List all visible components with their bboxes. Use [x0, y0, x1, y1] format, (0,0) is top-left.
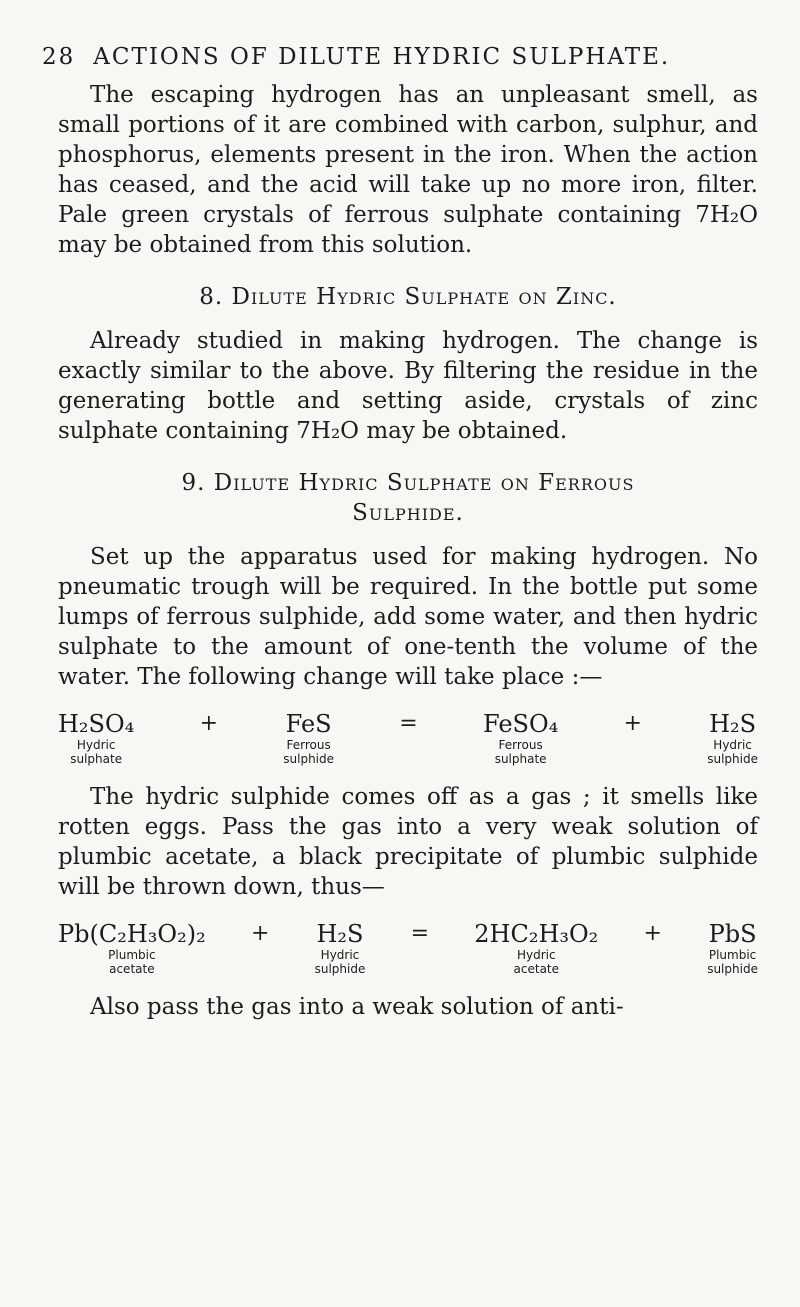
formula-name: acetate [109, 962, 155, 976]
formula-name: Ferrous [286, 738, 331, 752]
formula-name: sulphide [314, 962, 366, 976]
section-heading-9-line2: Sulphide. [352, 500, 464, 526]
formula-name: sulphide [707, 752, 758, 766]
equation-operator: + [623, 711, 642, 736]
formula: H₂S [316, 920, 364, 948]
formula-name: sulphide [707, 962, 758, 976]
equation-term [283, 710, 334, 766]
section-heading-9 [58, 468, 758, 528]
formula-name: Plumbic [108, 948, 156, 962]
running-title: ACTIONS OF DILUTE HYDRIC SULPHATE. [93, 44, 671, 70]
formula-name: Hydric [516, 948, 556, 962]
paragraph-zinc: Already studied in making hydrogen. The change is exactly similar to the above. By filtering the residue in the generating bottle and setting aside, crystals of zinc sulphate containing 7H₂O may be obtained. [58, 328, 758, 444]
formula-name: sulphate [70, 752, 123, 766]
formula-name: Plumbic [708, 948, 757, 962]
equation-term [58, 920, 206, 976]
page-number: 28 [42, 44, 76, 70]
formula-name: sulphate [494, 752, 547, 766]
paragraph-escaping-hydrogen: The escaping hydrogen has an unpleasant smell, as small portions of it are combined with carbon, sulphur, and phosphorus, elements present in the iron. When the action has ceased, and the acid will take up no more iron, filter. Pale green crystals of ferrous sulphate containing 7H₂O may be obtained from this solution. [58, 82, 758, 258]
formula: 2HC₂H₃O₂ [474, 920, 599, 948]
formula-name: Hydric [76, 738, 116, 752]
formula-name: Hydric [713, 738, 752, 752]
equation-term [483, 710, 558, 766]
equation-plumbic-acetate [58, 920, 758, 976]
equation-operator: = [410, 921, 430, 946]
section-heading-8-text: 8. Dilute Hydric Sulphate on Zinc. [199, 284, 617, 310]
formula-name: sulphide [283, 752, 335, 766]
formula: FeS [285, 710, 332, 738]
equation-operator: + [250, 921, 270, 946]
paragraph-hydric-sulphide: The hydric sulphide comes off as a gas ; it smells like rotten eggs. Pass the gas into a very weak solution of plumbic acetate, a black precipitate of plumbic sulphide will be thrown down, thus— [58, 784, 758, 900]
formula: FeSO₄ [482, 710, 559, 738]
equation-ferrous-sulphide [58, 710, 758, 766]
formula-name: Ferrous [498, 738, 543, 752]
equation-term [58, 710, 134, 766]
running-head [42, 44, 762, 70]
formula: Pb(C₂H₃O₂)₂ [58, 920, 206, 948]
paragraph-apparatus: Set up the apparatus used for making hydrogen. No pneumatic trough will be required. In the bottle put some lumps of ferrous sulphide, add some water, and then hydric sulphate to the amount of one-tenth the volume of the water. The following change will take place :— [58, 544, 758, 690]
equation-operator: = [399, 711, 418, 736]
formula: PbS [708, 920, 757, 948]
formula: H₂SO₄ [58, 710, 135, 738]
page-body [58, 80, 758, 1022]
paragraph-anti: Also pass the gas into a weak solution of anti- [90, 994, 624, 1020]
equation-term [707, 710, 758, 766]
equation-term [474, 920, 598, 976]
section-heading-9-line1: 9. Dilute Hydric Sulphate on Ferrous [181, 470, 635, 496]
formula-name: Hydric [320, 948, 360, 962]
formula: H₂S [709, 710, 757, 738]
equation-operator: + [643, 921, 662, 946]
equation-term [707, 920, 758, 976]
formula-name: acetate [513, 962, 560, 976]
equation-operator: + [199, 711, 218, 736]
equation-term [315, 920, 366, 976]
section-heading-8 [58, 282, 758, 312]
